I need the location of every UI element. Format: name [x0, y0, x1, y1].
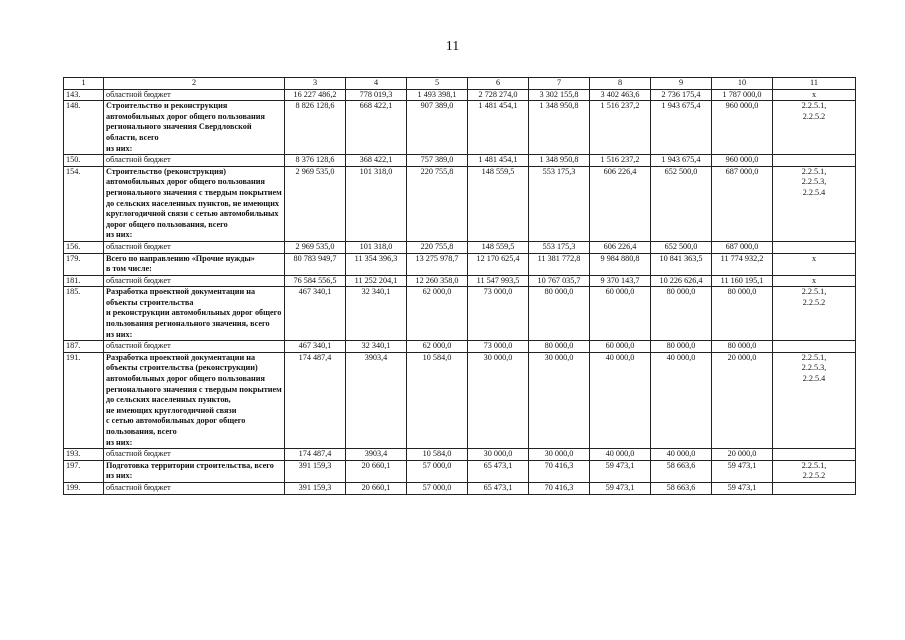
value-cell: 11 252 204,1: [346, 275, 407, 287]
value-cell: 3 302 155,8: [529, 89, 590, 101]
value-cell: 10 584,0: [407, 352, 468, 448]
value-cell: 80 000,0: [712, 341, 773, 353]
value-cell: 606 226,4: [590, 166, 651, 241]
reference-cell: 2.2.5.1, 2.2.5.3, 2.2.5.4: [773, 166, 856, 241]
value-cell: 73 000,0: [468, 287, 529, 341]
value-cell: 2 736 175,4: [651, 89, 712, 101]
row-number: 191.: [64, 352, 104, 448]
value-cell: 757 389,0: [407, 155, 468, 167]
page-number: 11: [445, 39, 460, 54]
reference-cell: [773, 341, 856, 353]
row-name: областной бюджет: [104, 341, 285, 353]
row-number: 187.: [64, 341, 104, 353]
column-header: 6: [468, 78, 529, 90]
value-cell: 553 175,3: [529, 241, 590, 253]
row-number: 150.: [64, 155, 104, 167]
value-cell: 20 660,1: [346, 482, 407, 494]
value-cell: 59 473,1: [712, 482, 773, 494]
column-header: 2: [104, 78, 285, 90]
value-cell: 58 663,6: [651, 482, 712, 494]
value-cell: 1 481 454,1: [468, 101, 529, 155]
value-cell: 70 416,3: [529, 460, 590, 482]
table-row: [64, 89, 856, 101]
row-number: 185.: [64, 287, 104, 341]
value-cell: 60 000,0: [590, 341, 651, 353]
value-cell: 59 473,1: [590, 482, 651, 494]
value-cell: 30 000,0: [468, 352, 529, 448]
value-cell: 2 728 274,0: [468, 89, 529, 101]
value-cell: 80 000,0: [529, 341, 590, 353]
value-cell: 40 000,0: [651, 352, 712, 448]
value-cell: 11 160 195,1: [712, 275, 773, 287]
value-cell: 907 389,0: [407, 101, 468, 155]
value-cell: 391 159,3: [285, 460, 346, 482]
value-cell: 1 516 237,2: [590, 155, 651, 167]
value-cell: 220 755,8: [407, 166, 468, 241]
reference-cell: 2.2.5.1, 2.2.5.2: [773, 101, 856, 155]
value-cell: 1 348 950,8: [529, 155, 590, 167]
value-cell: 40 000,0: [590, 352, 651, 448]
reference-cell: 2.2.5.1, 2.2.5.2: [773, 460, 856, 482]
value-cell: 391 159,3: [285, 482, 346, 494]
row-number: 143.: [64, 89, 104, 101]
row-number: 199.: [64, 482, 104, 494]
value-cell: 652 500,0: [651, 166, 712, 241]
value-cell: 16 227 486,2: [285, 89, 346, 101]
table-row: [64, 352, 856, 448]
row-name: областной бюджет: [104, 241, 285, 253]
row-name: Строительство и реконструкция автомобильных дорог общего пользования регионального значения Свердловской области, всего из них:: [104, 101, 285, 155]
row-number: 193.: [64, 449, 104, 461]
value-cell: 10 226 626,4: [651, 275, 712, 287]
table-row: [64, 449, 856, 461]
row-number: 154.: [64, 166, 104, 241]
value-cell: 59 473,1: [712, 460, 773, 482]
value-cell: 58 663,6: [651, 460, 712, 482]
row-number: 156.: [64, 241, 104, 253]
value-cell: 148 559,5: [468, 241, 529, 253]
value-cell: 30 000,0: [468, 449, 529, 461]
value-cell: 174 487,4: [285, 449, 346, 461]
value-cell: 65 473,1: [468, 482, 529, 494]
table-row: [64, 275, 856, 287]
value-cell: 1 943 675,4: [651, 155, 712, 167]
reference-cell: [773, 241, 856, 253]
column-header: 11: [773, 78, 856, 90]
reference-cell: 2.2.5.1, 2.2.5.2: [773, 287, 856, 341]
value-cell: 553 175,3: [529, 166, 590, 241]
value-cell: 11 547 993,5: [468, 275, 529, 287]
value-cell: 80 000,0: [712, 287, 773, 341]
value-cell: 20 660,1: [346, 460, 407, 482]
row-number: 148.: [64, 101, 104, 155]
value-cell: 80 000,0: [529, 287, 590, 341]
table-row: [64, 155, 856, 167]
row-name: Разработка проектной документации на объекты строительства (реконструкции) автомобильных дорог общего пользования регионального значения с твердым покрытием до сельских населенных пунктов, не имеющих круглогодичной связи с сетью автомобильных дорог общего пользования, всего из них:: [104, 352, 285, 448]
budget-table: [63, 77, 856, 495]
value-cell: 73 000,0: [468, 341, 529, 353]
value-cell: 148 559,5: [468, 166, 529, 241]
table-row: [64, 253, 856, 275]
row-name: Всего по направлению «Прочие нужды» в том числе:: [104, 253, 285, 275]
value-cell: 11 354 396,3: [346, 253, 407, 275]
reference-cell: х: [773, 253, 856, 275]
value-cell: 1 516 237,2: [590, 101, 651, 155]
value-cell: 10 841 363,5: [651, 253, 712, 275]
table-row: [64, 341, 856, 353]
value-cell: 8 376 128,6: [285, 155, 346, 167]
value-cell: 13 275 978,7: [407, 253, 468, 275]
table-row: [64, 482, 856, 494]
value-cell: 1 493 398,1: [407, 89, 468, 101]
value-cell: 40 000,0: [651, 449, 712, 461]
reference-cell: [773, 449, 856, 461]
value-cell: 12 170 625,4: [468, 253, 529, 275]
value-cell: 1 481 454,1: [468, 155, 529, 167]
row-name: областной бюджет: [104, 275, 285, 287]
row-name: областной бюджет: [104, 155, 285, 167]
value-cell: 101 318,0: [346, 166, 407, 241]
value-cell: 467 340,1: [285, 287, 346, 341]
value-cell: 3 402 463,6: [590, 89, 651, 101]
reference-cell: 2.2.5.1, 2.2.5.3, 2.2.5.4: [773, 352, 856, 448]
row-name: областной бюджет: [104, 89, 285, 101]
value-cell: 1 943 675,4: [651, 101, 712, 155]
column-header: 4: [346, 78, 407, 90]
value-cell: 2 969 535,0: [285, 166, 346, 241]
column-header: 7: [529, 78, 590, 90]
value-cell: 220 755,8: [407, 241, 468, 253]
value-cell: 368 422,1: [346, 155, 407, 167]
value-cell: 65 473,1: [468, 460, 529, 482]
value-cell: 60 000,0: [590, 287, 651, 341]
table-row: [64, 101, 856, 155]
value-cell: 30 000,0: [529, 449, 590, 461]
value-cell: 960 000,0: [712, 101, 773, 155]
value-cell: 76 584 556,5: [285, 275, 346, 287]
column-header: 3: [285, 78, 346, 90]
value-cell: 652 500,0: [651, 241, 712, 253]
row-name: Строительство (реконструкция) автомобильных дорог общего пользования регионального значения с твердым покрытием до сельских населенных пунктов, не имеющих круглогодичной связи с сетью автомобильных дорог общего пользования, всего из них:: [104, 166, 285, 241]
value-cell: 101 318,0: [346, 241, 407, 253]
value-cell: 778 019,3: [346, 89, 407, 101]
reference-cell: х: [773, 275, 856, 287]
value-cell: 467 340,1: [285, 341, 346, 353]
value-cell: 3903,4: [346, 449, 407, 461]
value-cell: 80 783 949,7: [285, 253, 346, 275]
value-cell: 30 000,0: [529, 352, 590, 448]
value-cell: 12 260 358,0: [407, 275, 468, 287]
value-cell: 62 000,0: [407, 341, 468, 353]
value-cell: 32 340,1: [346, 341, 407, 353]
value-cell: 960 000,0: [712, 155, 773, 167]
value-cell: 20 000,0: [712, 352, 773, 448]
column-header: 8: [590, 78, 651, 90]
column-header: 9: [651, 78, 712, 90]
row-name: Разработка проектной документации на объекты строительства и реконструкции автомобильных дорог общего пользования регионального значения, всего из них:: [104, 287, 285, 341]
value-cell: 40 000,0: [590, 449, 651, 461]
value-cell: 3903,4: [346, 352, 407, 448]
value-cell: 80 000,0: [651, 341, 712, 353]
value-cell: 10 584,0: [407, 449, 468, 461]
value-cell: 2 969 535,0: [285, 241, 346, 253]
row-number: 181.: [64, 275, 104, 287]
row-name: областной бюджет: [104, 482, 285, 494]
value-cell: 1 787 000,0: [712, 89, 773, 101]
column-header: 1: [64, 78, 104, 90]
value-cell: 8 826 128,6: [285, 101, 346, 155]
row-name: областной бюджет: [104, 449, 285, 461]
value-cell: 687 000,0: [712, 166, 773, 241]
row-number: 179.: [64, 253, 104, 275]
value-cell: 1 348 950,8: [529, 101, 590, 155]
value-cell: 59 473,1: [590, 460, 651, 482]
value-cell: 174 487,4: [285, 352, 346, 448]
column-header: 10: [712, 78, 773, 90]
column-header: 5: [407, 78, 468, 90]
row-name: Подготовка территории строительства, всего из них:: [104, 460, 285, 482]
value-cell: 9 370 143,7: [590, 275, 651, 287]
table-row: [64, 241, 856, 253]
row-number: 197.: [64, 460, 104, 482]
value-cell: 687 000,0: [712, 241, 773, 253]
table-row: [64, 460, 856, 482]
value-cell: 11 774 932,2: [712, 253, 773, 275]
value-cell: 62 000,0: [407, 287, 468, 341]
value-cell: 11 381 772,8: [529, 253, 590, 275]
reference-cell: [773, 155, 856, 167]
value-cell: 70 416,3: [529, 482, 590, 494]
value-cell: 9 984 880,8: [590, 253, 651, 275]
value-cell: 606 226,4: [590, 241, 651, 253]
value-cell: 80 000,0: [651, 287, 712, 341]
value-cell: 20 000,0: [712, 449, 773, 461]
value-cell: 10 767 035,7: [529, 275, 590, 287]
value-cell: 32 340,1: [346, 287, 407, 341]
reference-cell: [773, 482, 856, 494]
value-cell: 668 422,1: [346, 101, 407, 155]
reference-cell: х: [773, 89, 856, 101]
table-row: [64, 287, 856, 341]
value-cell: 57 000,0: [407, 460, 468, 482]
value-cell: 57 000,0: [407, 482, 468, 494]
table-header-row: [64, 78, 856, 90]
table-row: [64, 166, 856, 241]
